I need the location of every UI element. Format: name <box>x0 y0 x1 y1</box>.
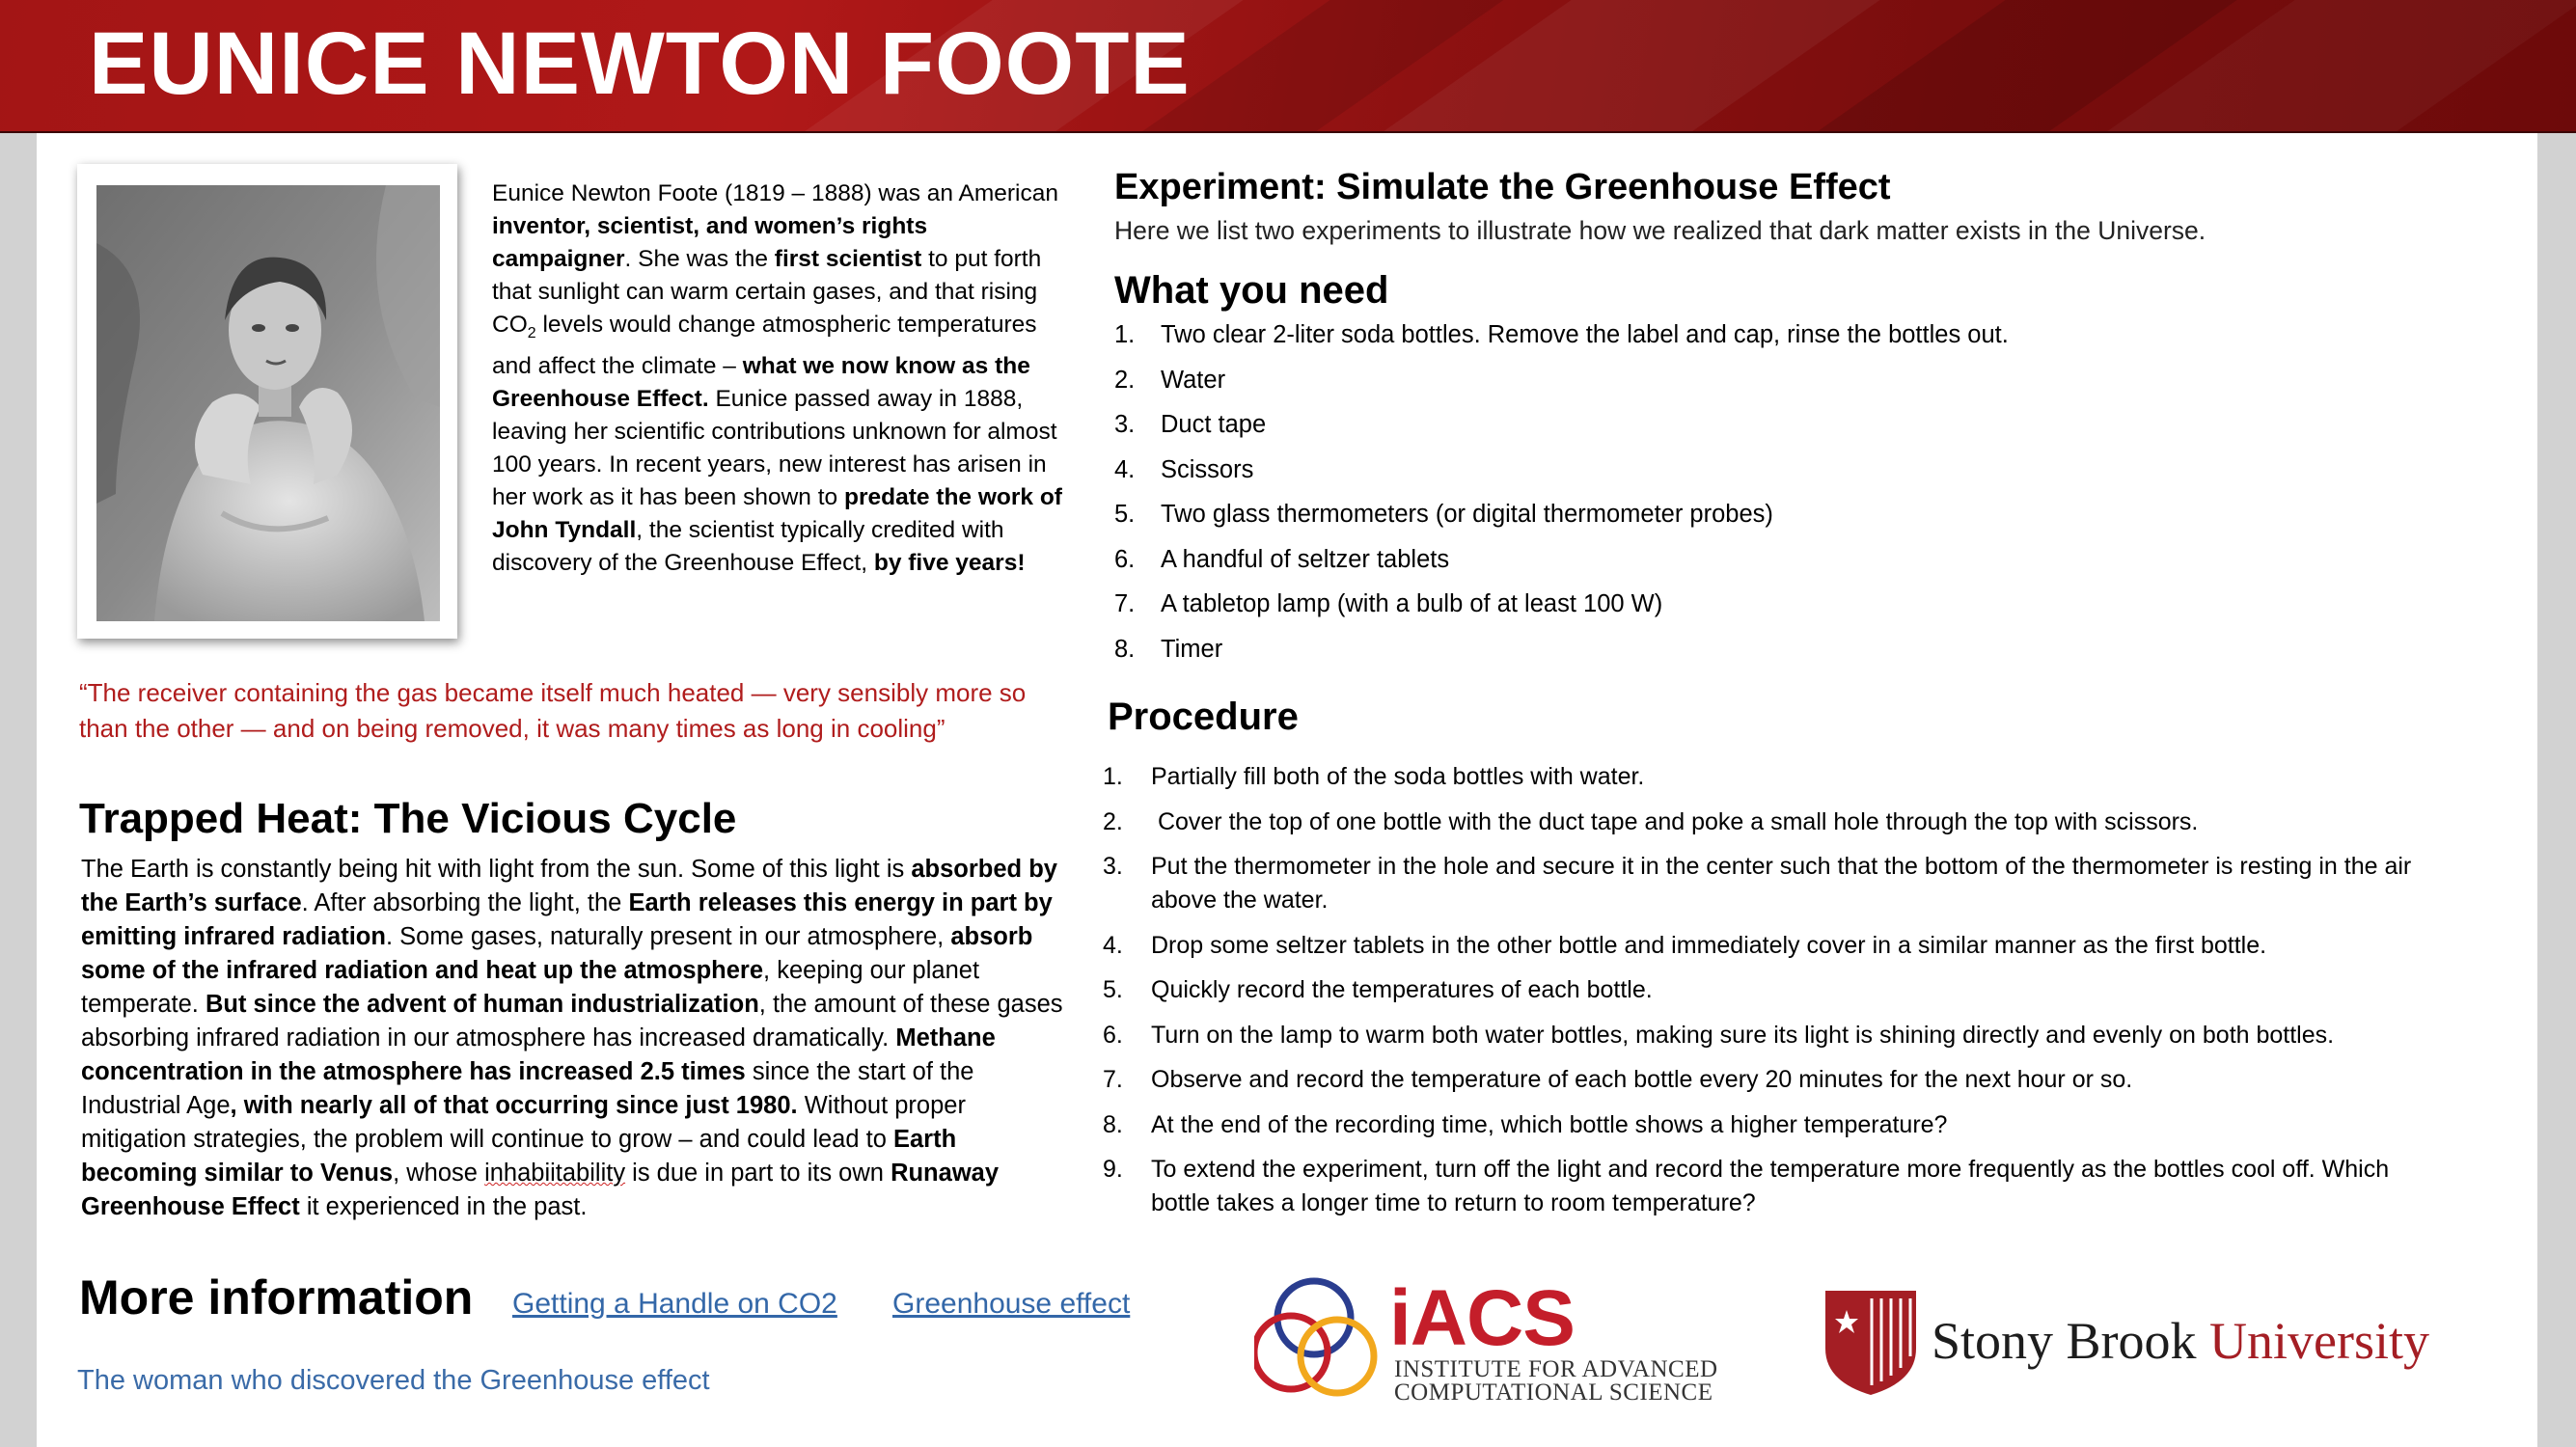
list-item: 8. Timer <box>1114 635 1223 663</box>
list-item: 1. Two clear 2-liter soda bottles. Remove the label and cap, rinse the bottles out. <box>1114 321 2009 348</box>
list-item: 5. Quickly record the temperatures of each bottle. <box>1103 976 1653 1003</box>
list-item: 2. Cover the top of one bottle with the duct tape and poke a small hole through the top with scissors. <box>1103 807 2199 835</box>
procedure-list <box>1103 760 2444 1232</box>
list-item: 9. To extend the experiment, turn off the light and record the temperature more frequently as the bottles cool off. Which bottle takes a longer time to return to room temperature? <box>1103 1156 2390 1216</box>
list-item: 3. Duct tape <box>1114 411 1267 438</box>
materials-list <box>1114 318 2009 677</box>
stony-brook-shield-icon <box>1823 1289 1918 1397</box>
list-item: 1. Partially fill both of the soda bottles with water. <box>1103 763 1645 790</box>
more-information-heading: More information <box>79 1270 474 1324</box>
title-banner <box>0 0 2576 133</box>
list-item: 6. A handful of seltzer tablets <box>1114 545 1450 573</box>
list-item: 7. A tabletop lamp (with a bulb of at least 100 W) <box>1114 590 1663 617</box>
list-item: 6. Turn on the lamp to warm both water bottles, making sure its light is shining directly and evenly on both bottles. <box>1103 1021 2335 1049</box>
iacs-subtitle: INSTITUTE FOR ADVANCED COMPUTATIONAL SCIENCE <box>1394 1356 1718 1406</box>
portrait-photo <box>77 164 457 639</box>
list-item: 4. Drop some seltzer tablets in the other bottle and immediately cover in a similar manner as the first bottle. <box>1103 931 2267 959</box>
link-greenhouse-effect[interactable]: Greenhouse effect <box>892 1288 1131 1320</box>
trapped-heat-heading: Trapped Heat: The Vicious Cycle <box>79 795 737 842</box>
procedure-heading: Procedure <box>1108 696 1299 738</box>
experiment-heading: Experiment: Simulate the Greenhouse Effect <box>1114 167 1891 207</box>
foote-quote: “The receiver containing the gas became itself much heated — very sensibly more so than the other — and on being removed, it was many times as long in cooling” <box>79 678 1027 743</box>
experiment-subtitle: Here we list two experiments to illustrate how we realized that dark matter exists in the Universe. <box>1114 216 2206 245</box>
list-item: 5. Two glass thermometers (or digital thermometer probes) <box>1114 501 1773 528</box>
stony-brook-wordmark: Stony Brook University <box>1932 1312 2430 1370</box>
portrait-image <box>96 185 440 621</box>
list-item: 7. Observe and record the temperature of each bottle every 20 minutes for the next hour or so. <box>1103 1066 2133 1093</box>
biography-text: Eunice Newton Foote (1819 – 1888) was an American inventor, scientist, and women’s rights campaigner. She was the first scientist to put forth that sunlight can warm certain gases, and that rising $CO_2$ levels would change atmospheric temperatures and affect the climate – what we now know as the Greenhouse Effect. Eunice passed away in 1888, leaving her scientific contributions unknown for almost 100 years. In recent years, new interest has arisen in her work as it has been shown to predate the work of John Tyndall, the scientist typically credited with discovery of the Greenhouse Effect, by five years! <box>492 180 1062 576</box>
list-item: 2. Water <box>1114 366 1226 394</box>
list-item: 4. Scissors <box>1114 455 1254 483</box>
trapped-heat-text: The Earth is constantly being hit with light from the sun. Some of this light is absorbed by the Earth’s surface. After absorbing the light, the Earth releases this energy in part by emitting infrared radiation. Some gases, naturally present in our atmosphere, absorb some of the infrared radiation and heat up the atmosphere, keeping our planet temperate. But since the advent of human industrialization, the amount of these gases absorbing infrared radiation in our atmosphere has increased dramatically. Methane concentration in the atmosphere has increased 2.5 times since the start of the Industrial Age, with nearly all of that occurring since just 1980. Without proper mitigation strategies, the problem will continue to grow – and could lead to Earth becoming similar to Venus, whose inhabiitability is due in part to its own Runaway Greenhouse Effect it experienced in the past. <box>81 856 1063 1220</box>
page-title: EUNICE NEWTON FOOTE <box>89 14 1191 113</box>
iacs-wordmark: iACS <box>1389 1274 1575 1362</box>
what-you-need-heading: What you need <box>1114 269 1389 312</box>
link-woman-who-discovered[interactable]: The woman who discovered the Greenhouse effect <box>77 1365 710 1396</box>
link-handle-on-co2[interactable]: Getting a Handle on CO2 <box>512 1288 837 1320</box>
list-item: 8. At the end of the recording time, which bottle shows a higher temperature? <box>1103 1110 1948 1138</box>
list-item: 3. Put the thermometer in the hole and secure it in the center such that the bottom of the thermometer is resting in the air above the water. <box>1103 853 2412 914</box>
